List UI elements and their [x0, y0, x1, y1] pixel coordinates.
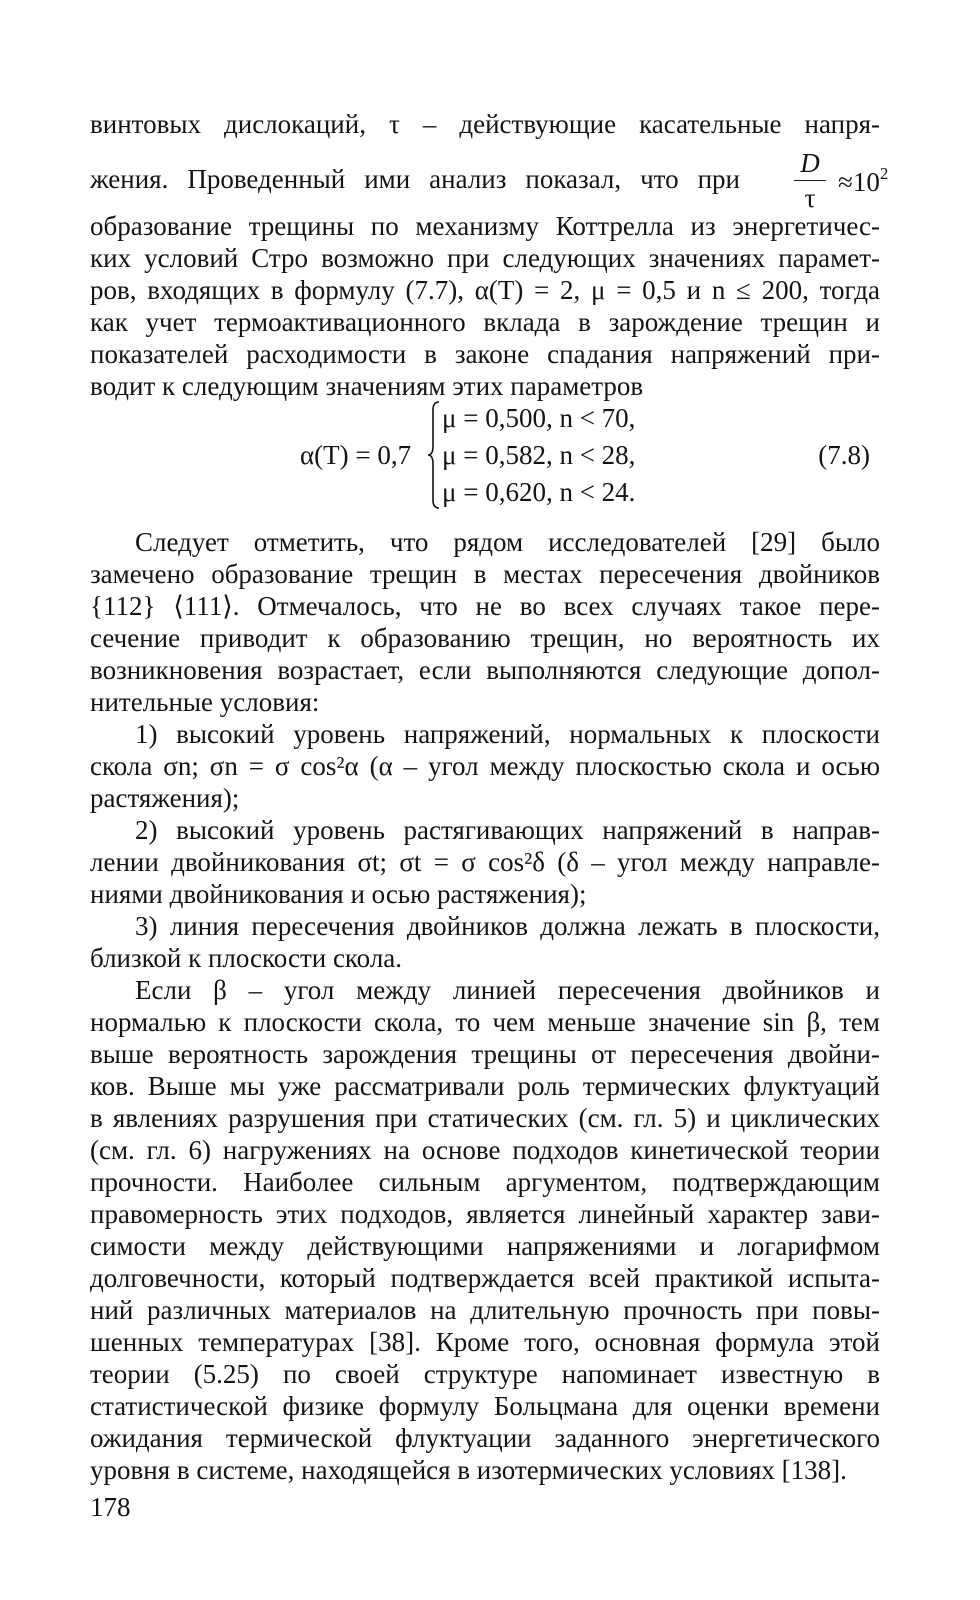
text-line: растяжения);: [90, 783, 240, 813]
text-line: ниями двойникования и осью растяжения);: [90, 879, 587, 909]
text-line: сечение приводит к образованию трещин, но вероятность их: [90, 623, 880, 653]
text-line: ров, входящих в формулу (7.7), α(T) = 2, μ = 0,5 и n ≤ 200, тогда: [90, 275, 880, 305]
fraction-rhs: [838, 164, 888, 198]
fraction-bar: [794, 180, 826, 181]
text-line: нормалью к плоскости скола, то чем меньше значение sin β, тем: [90, 1007, 880, 1037]
text-line: скола σn; σn = σ cos²α (α – угол между плоскостью скола и осью: [90, 751, 880, 781]
text-line: в явлениях разрушения при статических (см. гл. 5) и циклических: [90, 1103, 880, 1133]
left-brace-icon: [427, 400, 441, 510]
text-line: замечено образование трещин в местах пересечения двойников: [90, 559, 880, 589]
fraction-denominator: τ: [804, 183, 816, 213]
text-line: водит к следующим значениям этих параметров: [90, 371, 644, 401]
text-line: долговечности, который подтверждается всей практикой испыта-: [90, 1263, 880, 1293]
text-line: возникновения возрастает, если выполняются следующие допол-: [90, 655, 880, 685]
text-line: правомерность этих подходов, является линейный характер зави-: [90, 1199, 880, 1229]
fraction-rhs-value: ≈10: [838, 167, 880, 197]
text-line: ний различных материалов на длительную прочность при повы-: [90, 1295, 880, 1325]
equation-case: μ = 0,620, n < 24.: [442, 477, 636, 507]
text-line: близкой к плоскости скола.: [90, 943, 403, 973]
text-line: прочности. Наиболее сильным аргументом, подтверждающим: [90, 1167, 880, 1197]
list-item-1: [90, 718, 880, 814]
text-line: симости между действующими напряжениями и логарифмом: [90, 1231, 880, 1261]
text-line: 2) высокий уровень растягивающих напряжений в направ-: [135, 815, 880, 845]
text-line: выше вероятность зарождения трещины от пересечения двойни-: [90, 1039, 880, 1069]
list-item-2: [90, 814, 880, 910]
text-line: 1) высокий уровень напряжений, нормальных к плоскости: [135, 719, 880, 749]
equation-lhs: α(T) = 0,7: [300, 440, 412, 470]
text-line: уровня в системе, находящейся в изотермических условиях [138].: [90, 1455, 847, 1485]
text-line: лении двойникования σt; σt = σ cos²δ (δ – угол между направле-: [90, 847, 880, 877]
equation-7-8: [90, 400, 880, 512]
equation-case: μ = 0,500, n < 70,: [442, 403, 636, 433]
text-line: показателей расходимости в законе спадания напряжений при-: [90, 339, 880, 369]
text-line: теории (5.25) по своей структуре напоминает известную в: [90, 1359, 880, 1389]
equation-case: μ = 0,582, n < 28,: [442, 440, 636, 470]
fraction-rhs-exponent: 2: [879, 164, 889, 183]
fraction-numerator: D: [800, 148, 820, 178]
paragraph-1: [90, 210, 880, 402]
text-line: Если β – угол между линией пересечения двойников и: [135, 975, 880, 1005]
page-number: 178: [90, 1492, 131, 1522]
text-line: Следует отметить, что рядом исследователей [29] было: [135, 527, 880, 557]
text-line: нительные условия:: [90, 687, 320, 717]
fraction: [790, 148, 830, 213]
text-line: {112} ⟨111⟩. Отмечалось, что не во всех случаях такое пере-: [90, 591, 880, 621]
equation-cases: [442, 400, 635, 511]
paragraph-3: [90, 974, 880, 1486]
text-line: шенных температурах [38]. Кроме того, основная формула этой: [90, 1327, 880, 1357]
text-line: статистической физике формулу Больцмана для оценки времени: [90, 1391, 880, 1421]
paragraph-2: [90, 526, 880, 718]
text-line: ожидания термической флуктуации заданного энергетического: [90, 1423, 880, 1453]
fraction-line: [90, 148, 889, 213]
text-line: винтовых дислокаций, τ – действующие касательные напря-: [90, 109, 880, 139]
text-line: как учет термоактивационного вклада в зарождение трещин и: [90, 307, 880, 337]
text-line: ков. Выше мы уже рассматривали роль термических флуктуаций: [90, 1071, 880, 1101]
text-line: (см. гл. 6) нагружениях на основе подходов кинетической теории: [90, 1135, 880, 1165]
equation-number: (7.8): [818, 440, 870, 470]
text-line: 3) линия пересечения двойников должна лежать в плоскости,: [135, 911, 880, 941]
list-item-3: [90, 910, 880, 974]
top-text-line: [90, 108, 880, 140]
text-line: образование трещины по механизму Коттрелла из энергетичес-: [90, 211, 880, 241]
text-line: жения. Проведенный ими анализ показал, что при: [90, 164, 740, 194]
text-line: ких условий Стро возможно при следующих значениях парамет-: [90, 243, 880, 273]
